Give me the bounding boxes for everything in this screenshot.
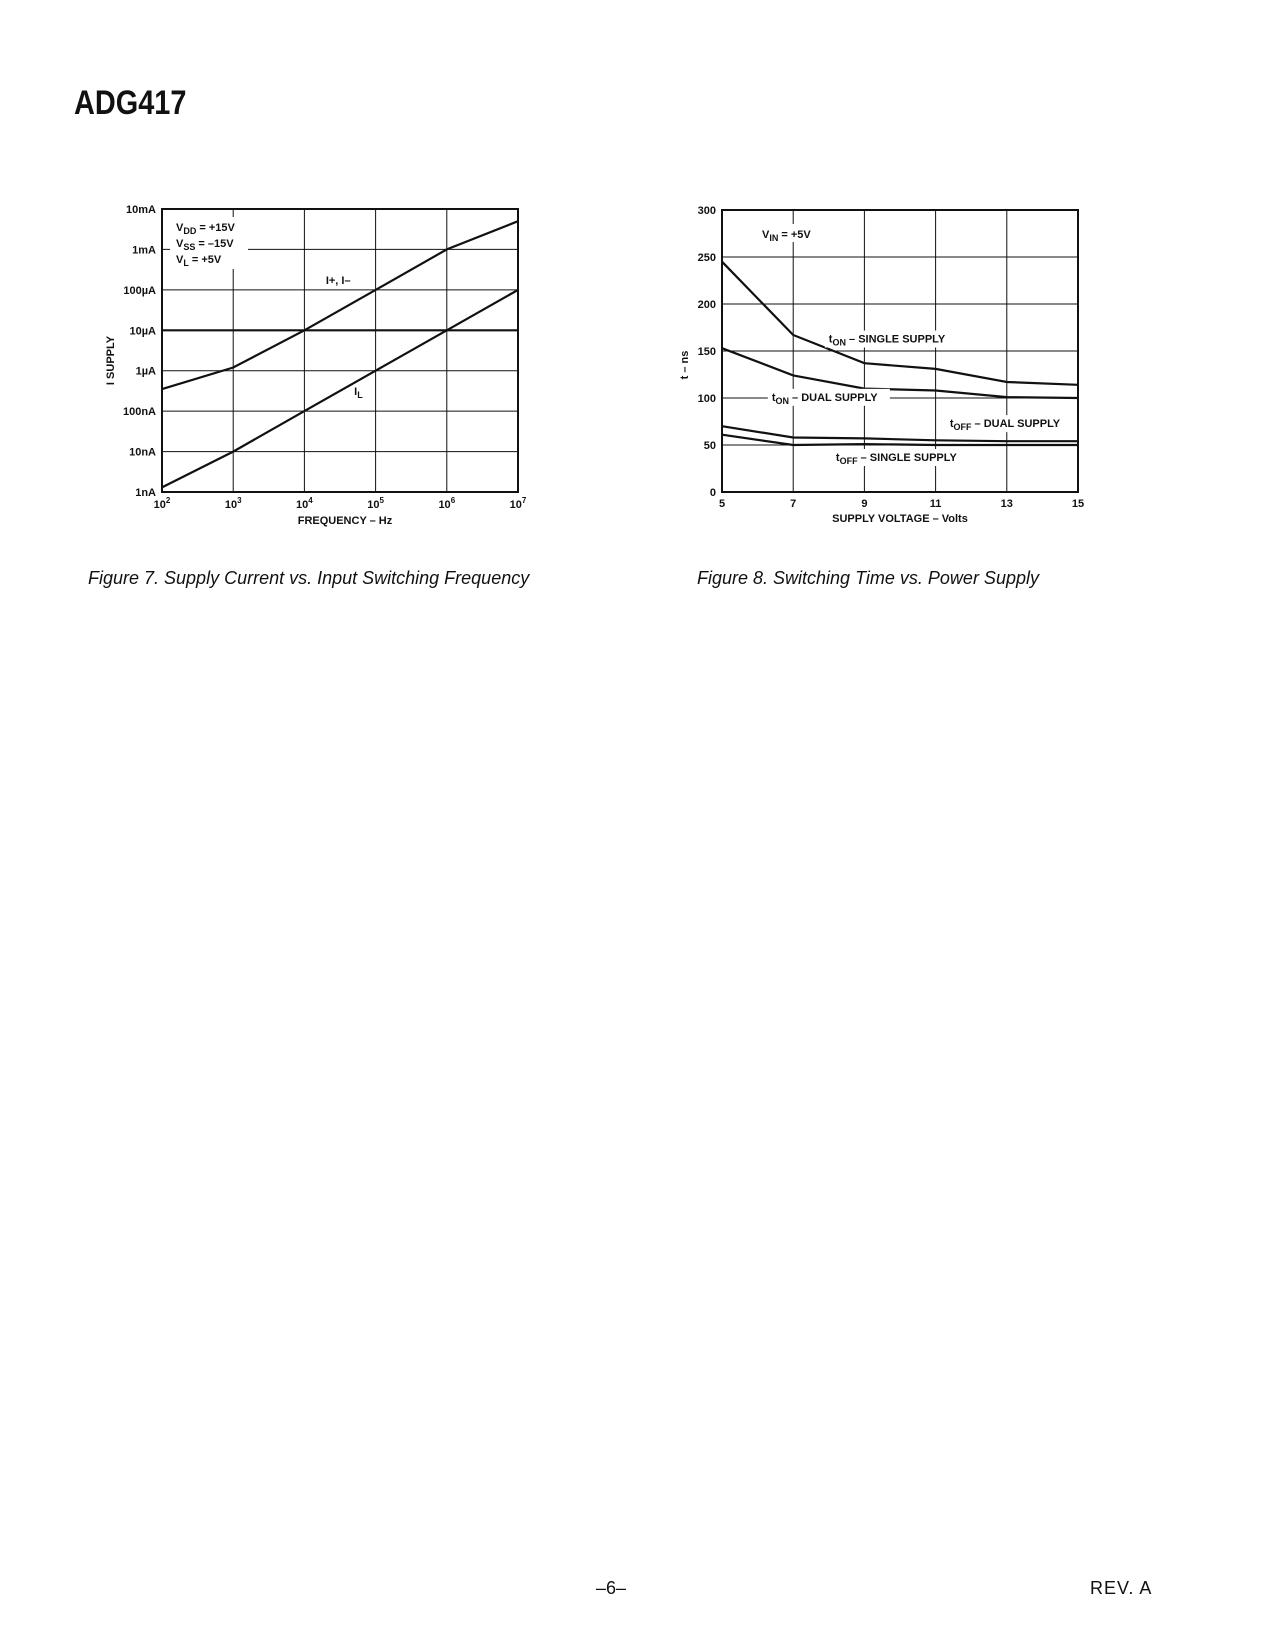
y-tick-label: 100nA <box>122 406 156 419</box>
series-label: $t_{ON}$ – SINGLE SUPPLY <box>828 333 946 348</box>
x-tick-label: $10^2$ <box>153 496 171 511</box>
series-label: I+, I– <box>325 274 351 287</box>
figure-7-caption: Figure 7. Supply Current vs. Input Switching Frequency <box>88 568 530 588</box>
series-label: $t_{OFF}$ – DUAL SUPPLY <box>949 418 1061 433</box>
page-number: –6– <box>596 1578 627 1598</box>
y-tick-label: 100 <box>697 393 716 405</box>
y-tick-label: 50 <box>703 440 716 452</box>
y-axis-label: I SUPPLY <box>105 335 117 386</box>
series-line <box>722 262 1078 385</box>
y-tick-label: 1mA <box>132 244 156 257</box>
figure-7 <box>100 200 560 545</box>
series-label: $t_{OFF}$ – SINGLE SUPPLY <box>835 451 957 466</box>
figure-8-caption: Figure 8. Switching Time vs. Power Supply <box>697 568 1039 588</box>
x-axis-label: FREQUENCY – Hz <box>297 515 393 527</box>
x-tick-label: 9 <box>861 498 868 510</box>
figure-8 <box>660 200 1120 545</box>
y-tick-label: 200 <box>697 299 716 311</box>
revision-label: REV. A <box>1090 1578 1153 1598</box>
x-tick-label: $10^6$ <box>438 496 456 511</box>
y-tick-label: 10µA <box>129 325 156 338</box>
x-tick-label: 15 <box>1071 498 1085 510</box>
condition-label: $V_{IN} = +5V$ <box>762 229 811 243</box>
x-tick-label: 13 <box>1000 498 1013 510</box>
part-number: ADG417 <box>74 84 187 122</box>
x-tick-label: $10^3$ <box>224 496 242 511</box>
x-tick-label: $10^4$ <box>296 496 313 511</box>
x-tick-label: $10^7$ <box>509 496 527 511</box>
condition-label: $V_{SS} = -15V$ <box>176 238 234 252</box>
supply-current-chart <box>100 200 560 545</box>
y-tick-label: 10nA <box>129 446 156 459</box>
y-tick-label: 10mA <box>126 204 156 216</box>
switching-time-chart <box>660 200 1120 545</box>
series-line <box>162 290 518 488</box>
series-label: $I_L$ <box>354 386 363 401</box>
y-tick-label: 300 <box>697 205 716 217</box>
x-tick-label: $10^5$ <box>367 496 384 511</box>
y-tick-label: 1µA <box>135 365 156 378</box>
y-tick-label: 250 <box>697 252 716 264</box>
condition-label: $V_L = +5V$ <box>176 254 222 268</box>
y-axis-label: t – ns <box>679 350 691 380</box>
y-tick-label: 100µA <box>123 284 156 297</box>
y-tick-label: 150 <box>697 346 716 358</box>
series-label: $t_{ON}$ – DUAL SUPPLY <box>771 391 878 406</box>
y-tick-label: 0 <box>709 487 716 499</box>
x-tick-label: 5 <box>718 498 726 510</box>
x-tick-label: 7 <box>790 498 797 510</box>
y-tick-label: 1nA <box>135 487 156 499</box>
x-axis-label: SUPPLY VOLTAGE – Volts <box>832 513 968 525</box>
condition-label: $V_{DD} = +15V$ <box>176 222 235 236</box>
x-tick-label: 11 <box>929 498 942 510</box>
